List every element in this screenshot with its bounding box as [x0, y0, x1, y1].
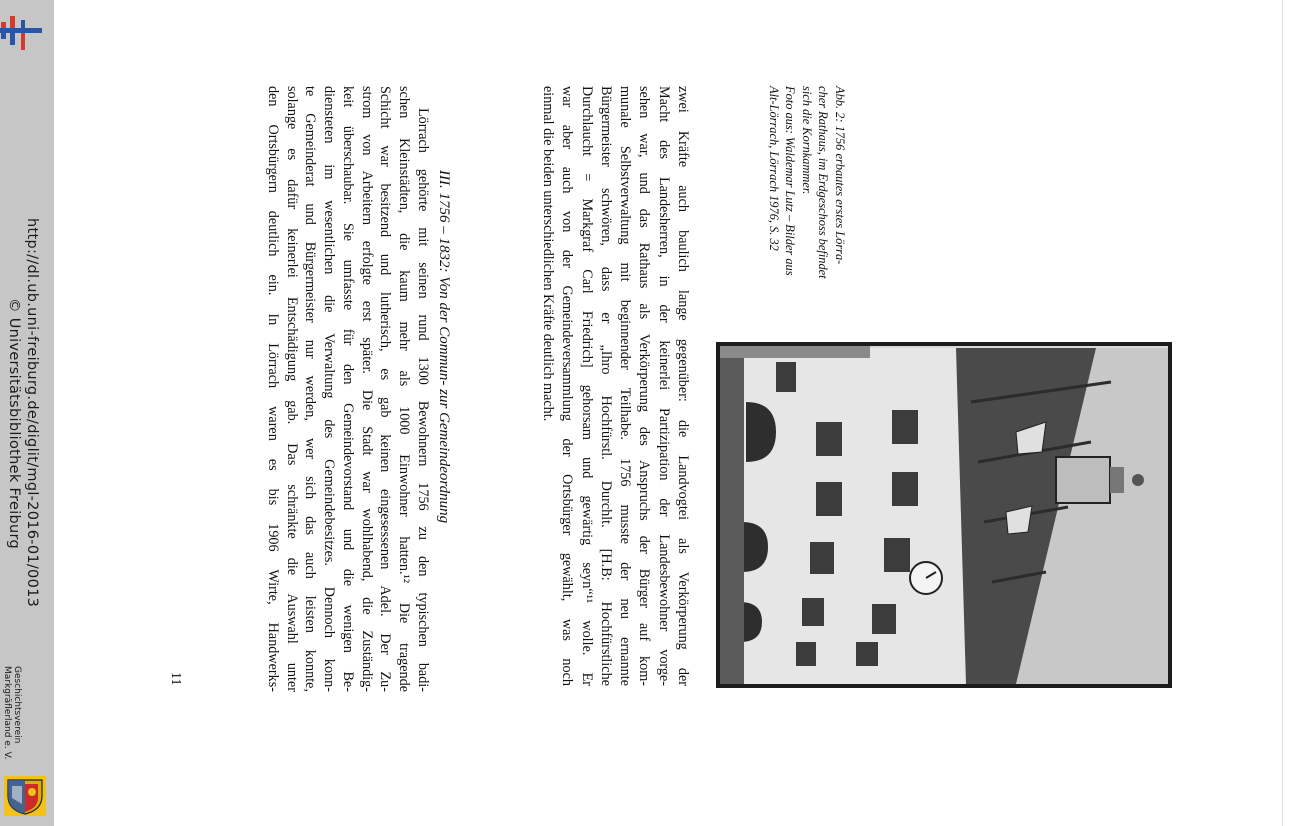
- section-heading: III. 1756 – 1832: Von der Commun- zur Gemeindeordnung: [436, 170, 452, 524]
- page-number: 11: [168, 672, 183, 686]
- text-line: schen Kleinstädten, die kaum mehr als 1000 Einwohner hatten.¹² Die tragende: [396, 86, 413, 692]
- text-line: Lörrach gehörte mit seinen rund 1300 Bewohnern 1756 zu den typischen badi-: [415, 108, 431, 692]
- text-line: Schicht war besitzend und lutherisch, es gab keinen eingesessenen Adel. Der Zu-: [377, 86, 394, 692]
- text-line: Macht des Landesherren, in der keinerlei Partizipation der Landesbewohner vorge-: [655, 86, 672, 686]
- copyright-notice: © Universitätsbibliothek Freiburg: [6, 298, 22, 550]
- source-url-link[interactable]: http://dl.ub.uni-freiburg.de/diglit/mgl-2016-01/0013: [24, 218, 40, 608]
- page-edge-margin: [1282, 0, 1302, 826]
- body-paragraph-upper: [538, 86, 692, 686]
- text-line: einmal die beiden unterschiedlichen Kräfte deutlich macht.: [539, 86, 556, 422]
- text-line: Durchlaucht = Markgraf Carl Friedrich] gehorsam und gewärtig seyn“¹¹ wolle. Er: [578, 86, 595, 686]
- figure-caption: [765, 86, 848, 306]
- viewer-sidebar: [0, 0, 54, 826]
- text-line: keit überschaubar. Sie umfasste für den Gemeindevorstand und die wenigen Be-: [340, 86, 356, 692]
- caption-line: Foto aus: Waldemar Lutz – Bilder aus: [783, 86, 798, 276]
- caption-line: Alt-Lörrach, Lörrach 1976, S. 32: [766, 86, 781, 251]
- caption-line: sich die Kornkammer.: [799, 86, 814, 195]
- text-line: den Ortsbürgern deutlich ein. In Lörrach waren es bis 1906 Wirte, Handwerks-: [265, 86, 281, 692]
- text-line: war aber auch von der Gemeindeversammlung der Ortsbürger gewählt, was noch: [559, 86, 576, 686]
- text-line: diensteten im wesentlichen die Verwaltung des Gemeindebesitzes. Dennoch konn-: [321, 86, 338, 692]
- caption-line: cher Rathaus, im Erdgeschoss befindet: [816, 86, 831, 279]
- body-paragraph-lower: [263, 86, 432, 692]
- society-name-line2: Markgräflerland e. V.: [2, 666, 12, 760]
- text-line: strom von Arbeitern erfolgte erst später. Die Stadt war wohlhabend, die Zuständig-: [358, 86, 375, 692]
- text-line: sehen war, und das Rathaus als Verkörperung des Anspruchs der Bürger auf kom-: [636, 86, 653, 686]
- text-line: Bürgermeister schwören, dass er „Ihro Hochfürstl. Durchlt. [H.B: Hochfürstliche: [597, 86, 614, 686]
- town-hall-photo: [716, 342, 1172, 688]
- coat-of-arms-icon[interactable]: [2, 774, 48, 818]
- text-line: munale Selbstverwaltung mit beginnender Teilhabe. 1756 musste der neu ernannte: [617, 86, 634, 686]
- society-name-line1: Geschichtsverein: [12, 666, 22, 744]
- text-line: zwei Kräfte auch baulich lange gegenüber: die Landvogtei als Verkörperung der: [675, 86, 691, 686]
- caption-line: Abb. 2: 1756 erbautes erstes Lörra-: [833, 86, 847, 265]
- text-line: te Gemeinderat und Bürgermeister nur werden, wer sich das auch leisten konnte,: [302, 86, 319, 692]
- ub-freiburg-logo-icon[interactable]: [0, 10, 46, 52]
- text-line: solange es dafür keinerlei Entschädigung gab. Das schränkte die Auswahl unter: [283, 86, 300, 692]
